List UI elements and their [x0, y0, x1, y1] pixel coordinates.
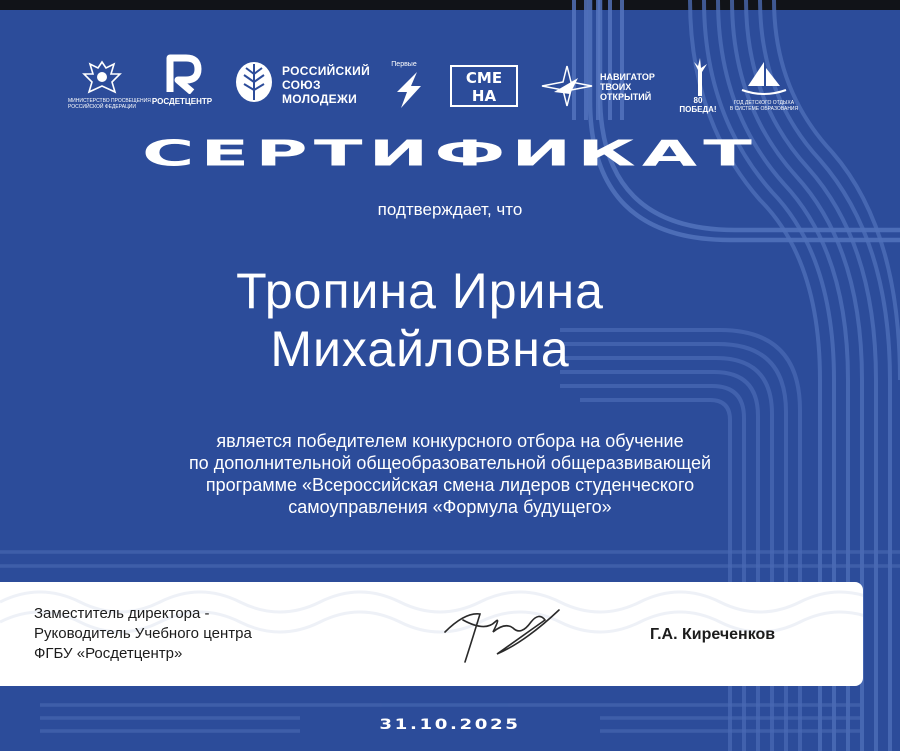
victory80-caption: 80 ПОБЕДА!	[679, 96, 717, 114]
rsm-wordmark: РОССИЙСКИЙ СОЮЗ МОЛОДЕЖИ	[282, 64, 371, 106]
rosdetcentr-caption: РОСДЕТЦЕНТР	[151, 97, 213, 106]
navigator-wordmark: НАВИГАТОР ТВОИХ ОТКРЫТИЙ	[600, 72, 655, 102]
signature-card	[0, 582, 863, 686]
ministry-caption: МИНИСТЕРСТВО ПРОСВЕЩЕНИЯ РОССИЙСКОЙ ФЕДЕРАЦИИ	[68, 98, 151, 110]
issue-date: 31.10.2025	[379, 717, 521, 733]
motherland-statue-icon	[683, 56, 713, 98]
pervye-caption: Первые	[391, 61, 417, 68]
recipient-name	[0, 262, 840, 378]
pervye-bolt-icon	[393, 70, 423, 110]
signer-name: Г.А. Киреченков	[650, 626, 776, 643]
certificate-title: СЕРТИФИКАТ	[141, 131, 759, 175]
confirms-text: подтверждает, что	[377, 200, 523, 219]
year-caption: ГОД ДЕТСКОГО ОТДЫХА В СИСТЕМЕ ОБРАЗОВАНИЯ	[729, 100, 799, 112]
recipient-name-line-1: Тропина Ирина	[236, 263, 604, 319]
leaf-icon	[232, 60, 276, 104]
sailboat-icon	[738, 58, 790, 98]
handwritten-signature	[435, 592, 565, 672]
partner-logos-row	[0, 52, 900, 122]
compass-star-icon	[540, 64, 594, 108]
recipient-name-line-2: Михайловна	[270, 321, 570, 377]
svg-text:НА: НА	[471, 87, 497, 105]
smena-wordmark-icon	[449, 64, 519, 108]
award-description: является победителем конкурсного отбора на обучение по дополнительной общеобразовательной общеразвивающей программе «Всероссийская смена лидеров студенческого самоуправления «Формула будущего»	[188, 431, 712, 517]
signer-position: Заместитель директора - Руководитель Учебного центра ФГБУ «Росдетцентр»	[34, 605, 252, 662]
svg-text:СМЕ: СМЕ	[465, 69, 503, 87]
state-emblem-icon	[80, 58, 124, 98]
rosdetcentr-r-icon	[162, 54, 202, 94]
